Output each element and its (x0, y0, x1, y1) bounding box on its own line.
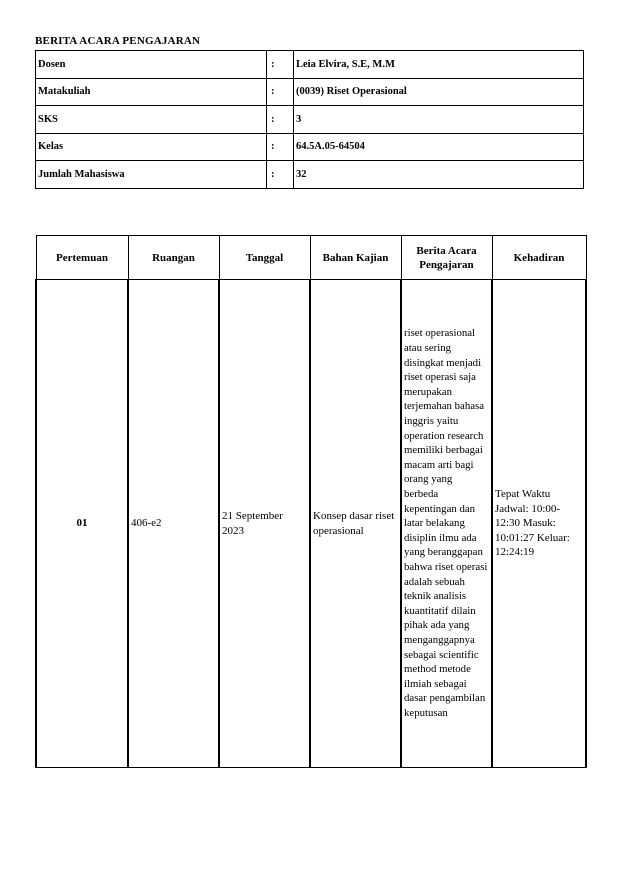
info-label: Dosen (36, 51, 267, 79)
table-row (36, 280, 586, 768)
info-row-dosen (36, 51, 584, 79)
info-separator: : (267, 78, 294, 106)
cell-pertemuan: 01 (36, 280, 128, 768)
info-row-sks (36, 106, 584, 134)
cell-tanggal: 21 September 2023 (219, 280, 310, 768)
info-row-kelas (36, 133, 584, 161)
info-table (35, 50, 584, 189)
cell-bahan-kajian: Konsep dasar riset operasional (310, 280, 401, 768)
info-label: Kelas (36, 133, 267, 161)
info-label: Matakuliah (36, 78, 267, 106)
info-value: 3 (294, 106, 584, 134)
info-label: SKS (36, 106, 267, 134)
info-separator: : (267, 51, 294, 79)
document-title: BERITA ACARA PENGAJARAN (35, 35, 201, 47)
column-header-ruangan: Ruangan (128, 236, 219, 280)
column-header-kehadiran: Kehadiran (492, 236, 586, 280)
meeting-table (35, 235, 587, 768)
cell-berita-acara: riset operasional atau sering disingkat menjadi riset operasi saja merupakan terjemahan bahasa inggris yaitu operation research memiliki berbagai macam arti bagi orang yang berbeda kepentingan dan latar belakang disiplin ilmu ada yang beranggapan bahwa riset operasi adalah sebuah teknik analisis kuantitatif dilain pihak ada yang menganggapnya sebagai scientific method metode ilmiah sebagai dasar pengambilan keputusan (401, 280, 492, 768)
info-row-jumlah-mahasiswa (36, 161, 584, 189)
info-value: 32 (294, 161, 584, 189)
info-value: Leia Elvira, S.E, M.M (294, 51, 584, 79)
cell-kehadiran: Tepat Waktu Jadwal: 10:00-12:30 Masuk: 10:01:27 Keluar: 12:24:19 (492, 280, 586, 768)
info-row-matakuliah (36, 78, 584, 106)
info-value: (0039) Riset Operasional (294, 78, 584, 106)
column-header-bahan-kajian: Bahan Kajian (310, 236, 401, 280)
info-label: Jumlah Mahasiswa (36, 161, 267, 189)
table-header-row (36, 236, 586, 280)
column-header-pertemuan: Pertemuan (36, 236, 128, 280)
cell-ruangan: 406-e2 (128, 280, 219, 768)
info-separator: : (267, 161, 294, 189)
info-value: 64.5A.05-64504 (294, 133, 584, 161)
column-header-tanggal: Tanggal (219, 236, 310, 280)
info-separator: : (267, 106, 294, 134)
info-separator: : (267, 133, 294, 161)
column-header-berita-acara: Berita Acara Pengajaran (401, 236, 492, 280)
